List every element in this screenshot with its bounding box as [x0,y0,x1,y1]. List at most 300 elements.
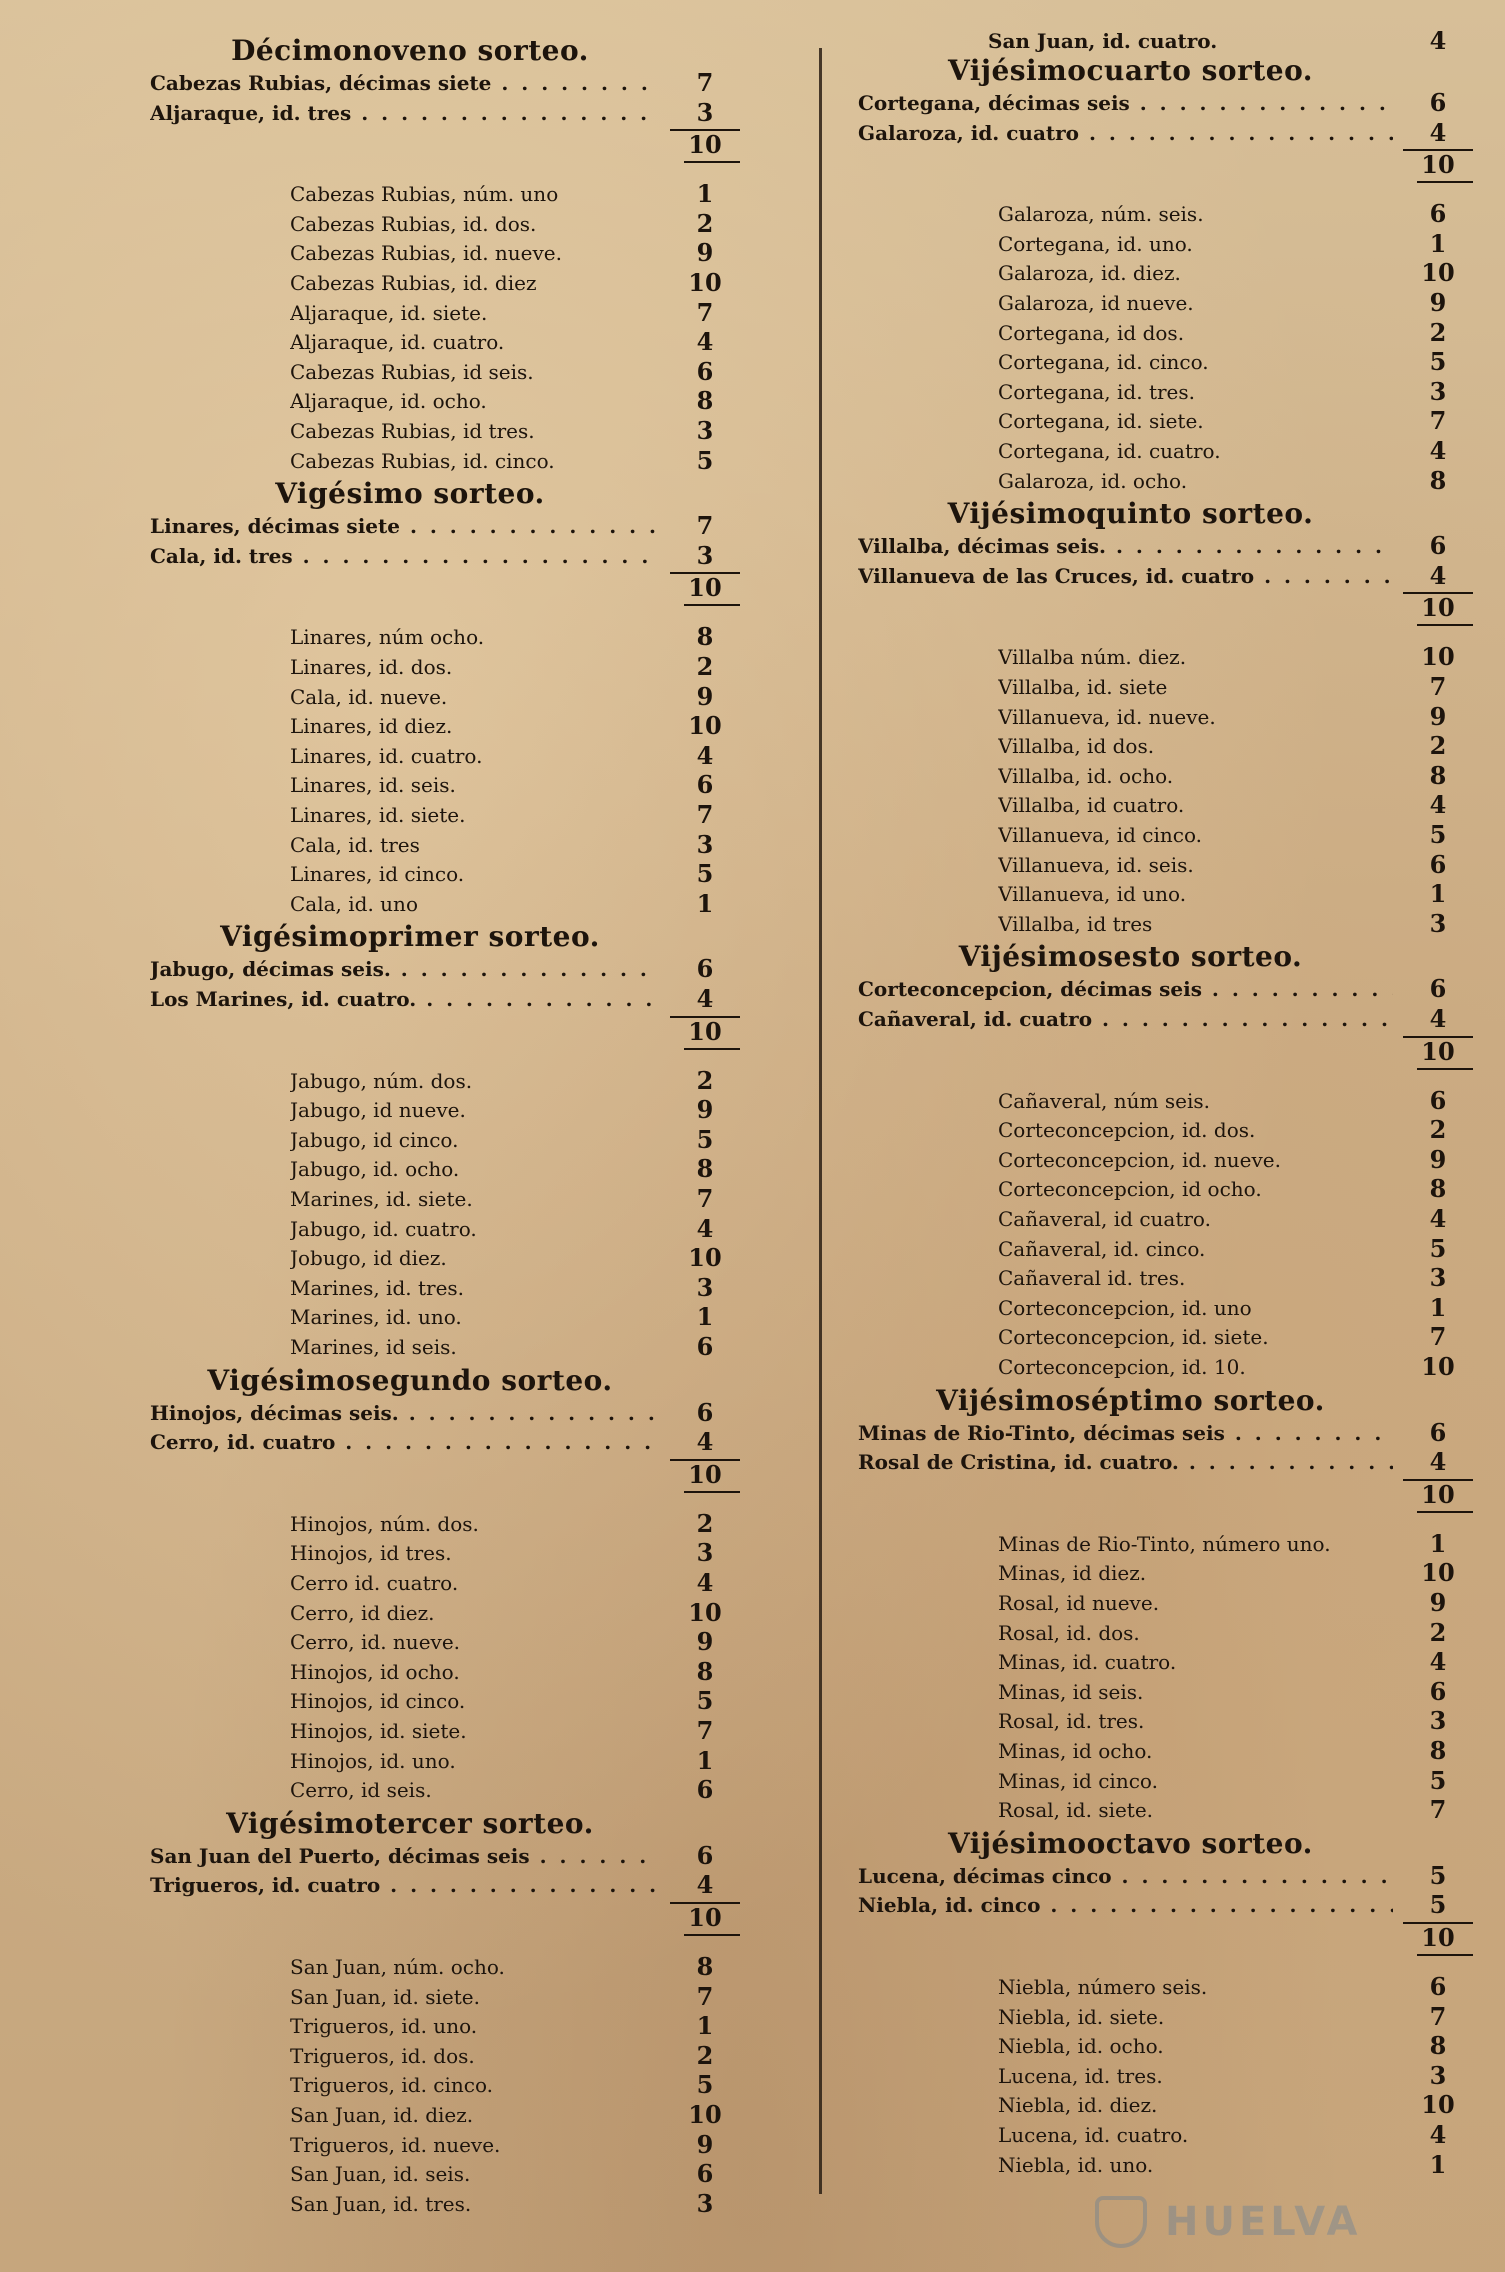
total-rule [684,1491,740,1493]
detail-label: Cabezas Rubias, id. nueve. [290,241,562,266]
detail-label: Hinojos, id. siete. [290,1718,467,1743]
total-rule [684,604,740,606]
detail-label: Linares, id cinco. [290,862,465,887]
summary-number: 4 [1429,1003,1447,1033]
left-column [150,0,740,2272]
detail-label: San Juan, id. tres. [290,2191,472,2216]
summary-row [150,541,740,571]
detail-label: Hinojos, id tres. [290,1541,452,1566]
detail-row [858,1115,1473,1145]
detail-row [150,1598,740,1628]
detail-row [858,879,1473,909]
detail-number: 8 [696,1656,714,1686]
summary-row [858,1861,1473,1891]
detail-row [150,1509,740,1539]
column-divider [819,48,822,2194]
summary-number: 6 [696,1840,714,1870]
detail-number: 9 [696,2129,714,2159]
detail-row [858,1293,1473,1323]
summary-row [858,1004,1473,1034]
detail-label: Marines, id. siete. [290,1186,473,1211]
detail-label: Lucena, id. cuatro. [998,2122,1189,2147]
summary-row [150,1841,740,1871]
detail-number: 4 [696,740,714,770]
section-total: 10 [1421,1479,1455,1509]
summary-label: Corteconcepcion, décimas seis . . . [858,974,1393,1004]
summary-label: Cala, id. tres . . . [150,541,660,571]
detail-row [150,1775,740,1805]
detail-number: 8 [696,622,714,652]
summary-label: San Juan del Puerto, décimas seis . . . [150,1841,660,1871]
summary-number: 6 [1429,531,1447,561]
detail-row [858,406,1473,436]
section-title: Vijésimosesto sorteo. [958,940,1303,974]
detail-row [150,2130,740,2160]
detail-number: 2 [696,651,714,681]
detail-row [858,1766,1473,1796]
detail-label: Niebla, id. uno. [998,2152,1154,2177]
detail-row [150,889,740,919]
detail-label: Galaroza, id. diez. [998,261,1181,286]
detail-number: 7 [1429,671,1447,701]
detail-row [150,652,740,682]
detail-row [150,268,740,298]
detail-number: 10 [688,1243,722,1273]
summary-row [150,1427,740,1457]
detail-label: Cabezas Rubias, núm. uno [290,182,559,207]
detail-label: Corteconcepcion, id. nueve. [998,1147,1281,1172]
summary-label: Lucena, décimas cinco . . . [858,1861,1393,1891]
detail-label: Corteconcepcion, id. uno [998,1295,1252,1320]
section-title: Vigésimo sorteo. [275,477,545,511]
detail-row [150,179,740,209]
detail-number: 4 [696,1213,714,1243]
detail-number: 6 [696,356,714,386]
detail-label: Villanueva, id cinco. [998,822,1203,847]
detail-row [858,229,1473,259]
detail-number: 9 [696,681,714,711]
detail-label: Trigueros, id. dos. [290,2043,475,2068]
summary-row [150,98,740,128]
detail-number: 6 [696,1775,714,1805]
detail-number: 1 [696,2011,714,2041]
detail-label: Rosal, id. dos. [998,1620,1140,1645]
detail-row [150,209,740,239]
total-rule [1417,1068,1473,1070]
detail-number: 3 [696,1272,714,1302]
watermark-text: HUELVA [1165,2199,1362,2245]
detail-number: 10 [1421,2090,1455,2120]
detail-row [150,1066,740,1096]
summary-row [858,118,1473,148]
detail-label: Villalba, id. ocho. [998,763,1174,788]
detail-row [150,1154,740,1184]
detail-number: 2 [696,208,714,238]
detail-number: 1 [696,1745,714,1775]
detail-label: Villanueva, id uno. [998,882,1187,907]
detail-label: Minas, id ocho. [998,1738,1153,1763]
detail-label: Jabugo, núm. dos. [290,1068,473,1093]
detail-label: Cala, id. tres [290,832,420,857]
right-column [858,0,1473,2272]
detail-label: Cañaveral, id cuatro. [998,1206,1211,1231]
detail-number: 6 [1429,1085,1447,1115]
section-total: 10 [688,1902,722,1932]
detail-label: Marines, id. uno. [290,1305,462,1330]
summary-label: Cañaveral, id. cuatro . . . [858,1004,1393,1034]
detail-row [858,288,1473,318]
detail-label: Trigueros, id. nueve. [290,2132,501,2157]
detail-row [150,2189,740,2219]
detail-label: Marines, id seis. [290,1334,457,1359]
detail-label: Niebla, id. ocho. [998,2034,1164,2059]
detail-row [150,622,740,652]
detail-label: Galaroza, id. ocho. [998,468,1188,493]
detail-row [858,1086,1473,1116]
detail-row [858,1322,1473,1352]
detail-number: 4 [1429,1647,1447,1677]
detail-number: 1 [696,888,714,918]
summary-label: Villanueva de las Cruces, id. cuatro . . . [858,561,1393,591]
detail-row [858,790,1473,820]
detail-label: Linares, id diez. [290,714,453,739]
detail-row [150,1952,740,1982]
detail-row [858,2002,1473,2032]
detail-row [858,1588,1473,1618]
detail-number: 4 [1429,1203,1447,1233]
entry-label: San Juan, id. cuatro. [988,29,1218,53]
detail-label: Cortegana, id. uno. [998,231,1193,256]
detail-row [858,731,1473,761]
detail-row [150,1716,740,1746]
detail-row [858,761,1473,791]
summary-row [150,511,740,541]
detail-row [858,436,1473,466]
total-rule [1417,1511,1473,1513]
summary-number: 4 [1429,1447,1447,1477]
detail-label: Linares, núm ocho. [290,625,485,650]
detail-number: 4 [1429,790,1447,820]
detail-row [150,1538,740,1568]
detail-number: 6 [1429,1676,1447,1706]
detail-row [150,830,740,860]
detail-number: 9 [1429,701,1447,731]
detail-number: 1 [696,1302,714,1332]
detail-label: Aljaraque, id. siete. [290,300,488,325]
detail-number: 6 [696,1331,714,1361]
detail-row [150,238,740,268]
detail-number: 3 [696,2188,714,2218]
detail-row [858,1736,1473,1766]
detail-row [858,909,1473,939]
detail-row [858,2061,1473,2091]
detail-row [858,672,1473,702]
detail-number: 5 [1429,1233,1447,1263]
archive-watermark [1095,2192,1435,2252]
total-rule [684,1048,740,1050]
detail-number: 3 [1429,1706,1447,1736]
detail-label: Cabezas Rubias, id seis. [290,359,534,384]
detail-number: 3 [1429,1263,1447,1293]
summary-number: 6 [1429,1417,1447,1447]
detail-number: 3 [696,829,714,859]
summary-row [150,1870,740,1900]
detail-row [150,357,740,387]
summary-label: Cortegana, décimas seis . . . [858,88,1393,118]
summary-number: 6 [696,1397,714,1427]
detail-row [858,850,1473,880]
detail-row [858,1795,1473,1825]
detail-row [858,1352,1473,1382]
detail-number: 6 [1429,849,1447,879]
detail-label: Cerro id. cuatro. [290,1570,459,1595]
detail-number: 3 [696,1538,714,1568]
detail-label: Cañaveral, id. cinco. [998,1236,1206,1261]
detail-label: Jobugo, id diez. [290,1246,447,1271]
section-total: 10 [688,1016,722,1046]
detail-label: Niebla, id. diez. [998,2093,1158,2118]
detail-number: 1 [1429,2149,1447,2179]
detail-number: 1 [1429,228,1447,258]
detail-label: Villalba, id tres [998,911,1153,936]
detail-number: 7 [696,1183,714,1213]
detail-number: 9 [1429,1587,1447,1617]
detail-row [858,318,1473,348]
detail-number: 9 [696,1627,714,1657]
detail-row [150,741,740,771]
summary-label: Villalba, décimas seis. . . . [858,531,1393,561]
detail-number: 7 [696,1981,714,2011]
detail-row [150,1568,740,1598]
summary-label: Galaroza, id. cuatro . . . [858,118,1393,148]
detail-label: Lucena, id. tres. [998,2063,1163,2088]
detail-label: Minas, id seis. [998,1679,1144,1704]
detail-label: Cortegana, id. cinco. [998,350,1209,375]
detail-number: 7 [696,799,714,829]
detail-number: 1 [1429,1528,1447,1558]
summary-number: 3 [696,540,714,570]
detail-number: 4 [1429,436,1447,465]
detail-row [150,1627,740,1657]
detail-number: 5 [696,1124,714,1154]
total-rule [684,1934,740,1936]
detail-label: Hinojos, id. uno. [290,1748,456,1773]
detail-number: 7 [1429,2001,1447,2031]
detail-row [150,2041,740,2071]
total-rule [1417,624,1473,626]
summary-row [858,561,1473,591]
detail-number: 9 [696,238,714,268]
detail-row [150,770,740,800]
detail-number: 8 [1429,1174,1447,1204]
detail-number: 9 [1429,288,1447,317]
detail-row [858,702,1473,732]
detail-row [150,1243,740,1273]
detail-number: 3 [1429,908,1447,938]
summary-number: 6 [1429,88,1447,117]
section-title: Vijésimooctavo sorteo. [948,1826,1313,1860]
detail-row [150,1214,740,1244]
section-total: 10 [688,130,722,160]
detail-label: Cortegana, id. siete. [998,409,1204,434]
detail-row [858,1204,1473,1234]
detail-row [858,642,1473,672]
detail-row [858,1647,1473,1677]
detail-number: 4 [696,1567,714,1597]
summary-row [858,531,1473,561]
summary-number: 6 [696,954,714,984]
detail-number: 6 [1429,199,1447,229]
detail-number: 2 [1429,317,1447,347]
detail-label: Jabugo, id cinco. [290,1127,459,1152]
detail-row [858,1558,1473,1588]
detail-label: Minas, id. cuatro. [998,1650,1177,1675]
detail-number: 1 [1429,1292,1447,1322]
detail-label: Cañaveral, núm seis. [998,1088,1210,1113]
summary-label: Aljaraque, id. tres . . . [150,98,660,128]
detail-row [150,682,740,712]
entry-number: 4 [1429,26,1447,55]
section-title: Vijésimoquinto sorteo. [947,497,1314,531]
detail-number: 1 [696,179,714,209]
detail-label: Minas, id diez. [998,1561,1147,1586]
section-total: 10 [688,1459,722,1489]
detail-label: Jabugo, id. cuatro. [290,1216,477,1241]
detail-label: Cortegana, id. cuatro. [998,439,1221,463]
summary-row [150,68,740,98]
detail-number: 10 [1421,1558,1455,1588]
summary-row [858,974,1473,1004]
detail-label: Cabezas Rubias, id tres. [290,419,535,443]
detail-label: Aljaraque, id. cuatro. [290,330,505,355]
detail-row [858,2090,1473,2120]
detail-number: 6 [1429,1971,1447,2001]
detail-row [150,298,740,328]
section-title: Vigésimotercer sorteo. [226,1806,594,1840]
detail-number: 8 [1429,1735,1447,1765]
detail-row [150,859,740,889]
detail-label: Rosal, id. tres. [998,1709,1145,1734]
detail-label: Villanueva, id. nueve. [998,704,1216,729]
detail-row [150,2070,740,2100]
detail-number: 2 [696,1508,714,1538]
detail-number: 3 [696,416,714,445]
detail-row [150,1982,740,2012]
detail-number: 5 [696,445,714,475]
continued-entry [858,26,1473,56]
summary-row [858,1447,1473,1477]
detail-number: 8 [1429,2031,1447,2061]
detail-label: Cabezas Rubias, id. dos. [290,211,537,236]
detail-label: Minas de Rio-Tinto, número uno. [998,1531,1331,1556]
detail-number: 7 [1429,1322,1447,1352]
summary-label: Hinojos, décimas seis. . . . [150,1398,660,1428]
detail-number: 9 [1429,1144,1447,1174]
detail-number: 6 [696,2159,714,2189]
detail-label: Jabugo, id. ocho. [290,1157,460,1182]
detail-label: Cerro, id diez. [290,1600,435,1625]
summary-row [858,88,1473,118]
detail-row [858,466,1473,496]
detail-row [858,820,1473,850]
detail-row [858,1972,1473,2002]
detail-number: 3 [1429,2060,1447,2090]
detail-label: Rosal, id nueve. [998,1590,1160,1615]
section-total: 10 [1421,1036,1455,1066]
summary-number: 4 [1429,117,1447,147]
detail-label: Trigueros, id. cinco. [290,2073,494,2098]
detail-number: 5 [696,1686,714,1716]
detail-row [858,347,1473,377]
detail-label: Jabugo, id nueve. [290,1098,466,1123]
summary-number: 4 [696,1427,714,1457]
detail-row [150,386,740,416]
detail-label: Cala, id. nueve. [290,684,448,709]
total-rule [1417,1954,1473,1956]
summary-label: Minas de Rio-Tinto, décimas seis . . . [858,1418,1393,1448]
total-rule [684,161,740,163]
detail-row [858,1263,1473,1293]
summary-label: Niebla, id. cinco . . . [858,1890,1393,1920]
detail-number: 7 [1429,406,1447,436]
detail-row [150,1302,740,1332]
detail-label: Cerro, id. nueve. [290,1630,461,1655]
detail-row [858,1677,1473,1707]
detail-number: 2 [696,2040,714,2070]
detail-number: 6 [696,770,714,800]
detail-row [150,1657,740,1687]
section-title: Décimonoveno sorteo. [231,34,589,67]
detail-row [858,199,1473,229]
shield-icon [1095,2196,1147,2248]
detail-number: 8 [696,386,714,416]
section-title: Vigésimoprimer sorteo. [220,920,600,954]
detail-row [858,1706,1473,1736]
detail-number: 2 [1429,1115,1447,1145]
detail-number: 2 [696,1065,714,1095]
detail-row [150,2011,740,2041]
summary-number: 6 [1429,974,1447,1004]
detail-label: Cerro, id seis. [290,1778,432,1803]
section-title: Vijésimoséptimo sorteo. [936,1383,1325,1417]
detail-row [858,1174,1473,1204]
detail-row [150,1332,740,1362]
detail-label: Niebla, id. siete. [998,2004,1165,2029]
detail-row [150,1184,740,1214]
summary-label: Cabezas Rubias, décimas siete . . . [150,68,660,98]
detail-label: Cortegana, id. tres. [998,379,1195,404]
detail-label: Linares, id. seis. [290,773,456,798]
detail-row [150,1273,740,1303]
detail-label: San Juan, id. diez. [290,2102,474,2127]
detail-label: Villalba núm. diez. [998,645,1187,670]
detail-label: San Juan, id. seis. [290,2162,471,2187]
detail-row [858,377,1473,407]
detail-label: Linares, id. siete. [290,802,466,827]
detail-label: Villanueva, id. seis. [998,852,1194,877]
detail-number: 5 [696,2070,714,2100]
section-title: Vigésimosegundo sorteo. [207,1363,613,1397]
detail-label: Cabezas Rubias, id. cinco. [290,448,555,473]
section-title: Vijésimocuarto sorteo. [947,54,1314,87]
detail-number: 7 [1429,1795,1447,1825]
detail-number: 5 [1429,819,1447,849]
detail-row [150,1095,740,1125]
detail-label: Marines, id. tres. [290,1275,465,1300]
summary-row [858,1418,1473,1448]
detail-row [150,327,740,357]
detail-number: 5 [1429,347,1447,377]
